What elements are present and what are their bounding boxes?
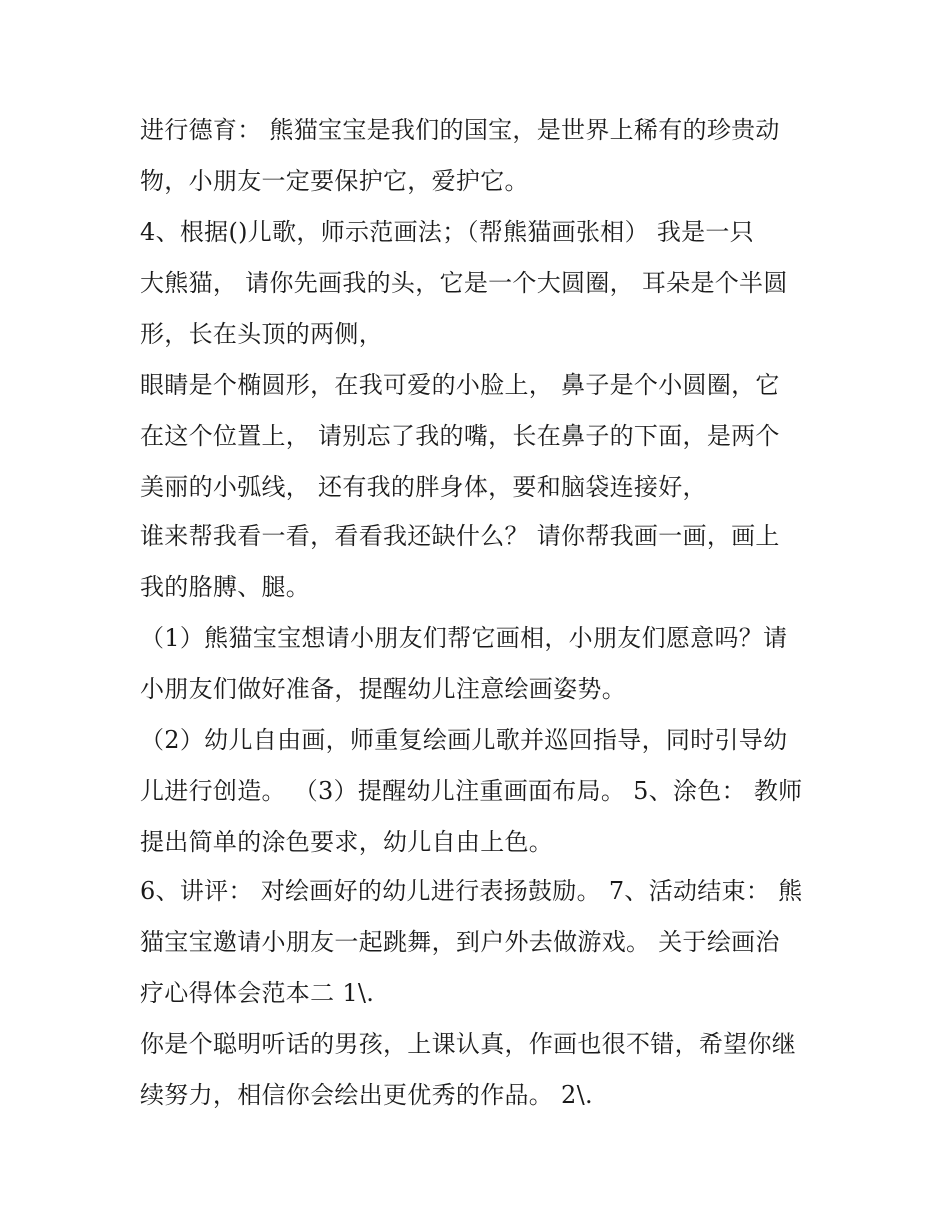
text-line: 眼睛是个椭圆形，在我可爱的小脸上， 鼻子是个小圆圈，它 <box>140 371 780 399</box>
text-line: 大熊猫， 请你先画我的头，它是一个大圆圈， 耳朵是个半圆 <box>140 269 788 297</box>
text-line: 物，小朋友一定要保护它，爱护它。 <box>140 167 529 195</box>
text-line: （2）幼儿自由画，师重复绘画儿歌并巡回指导，同时引导幼 <box>140 726 788 754</box>
text-line: 续努力，相信你会绘出更优秀的作品。 2\. <box>140 1081 593 1109</box>
text-line: 谁来帮我看一看，看看我还缺什么？ 请你帮我画一画，画上 <box>140 522 780 550</box>
text-line: 你是个聪明听话的男孩，上课认真，作画也很不错，希望你继 <box>140 1030 797 1058</box>
text-line: 美丽的小弧线， 还有我的胖身体，要和脑袋连接好， <box>140 473 707 501</box>
text-line: 4、根据()儿歌，师示范画法；（帮熊猫画张相） 我是一只 <box>140 218 755 246</box>
text-line: （1）熊猫宝宝想请小朋友们帮它画相，小朋友们愿意吗？请 <box>140 624 788 652</box>
text-line: 形，长在头顶的两侧， <box>140 320 383 348</box>
text-line: 提出简单的涂色要求，幼儿自由上色。 <box>140 828 554 856</box>
text-line: 6、讲评： 对绘画好的幼儿进行表扬鼓励。 7、活动结束： 熊 <box>140 877 803 905</box>
text-line: 猫宝宝邀请小朋友一起跳舞，到户外去做游戏。 关于绘画治 <box>140 928 780 956</box>
text-line: 小朋友们做好准备，提醒幼儿注意绘画姿势。 <box>140 675 626 703</box>
text-line: 儿进行创造。 （3）提醒幼儿注重画面布局。 5、涂色： 教师 <box>140 777 803 805</box>
text-line: 在这个位置上， 请别忘了我的嘴，长在鼻子的下面，是两个 <box>140 422 780 450</box>
text-line: 我的胳膊、腿。 <box>140 573 311 601</box>
text-line: 进行德育： 熊猫宝宝是我们的国宝，是世界上稀有的珍贵动 <box>140 116 780 144</box>
text-line: 疗心得体会范本二 1\. <box>140 979 375 1007</box>
